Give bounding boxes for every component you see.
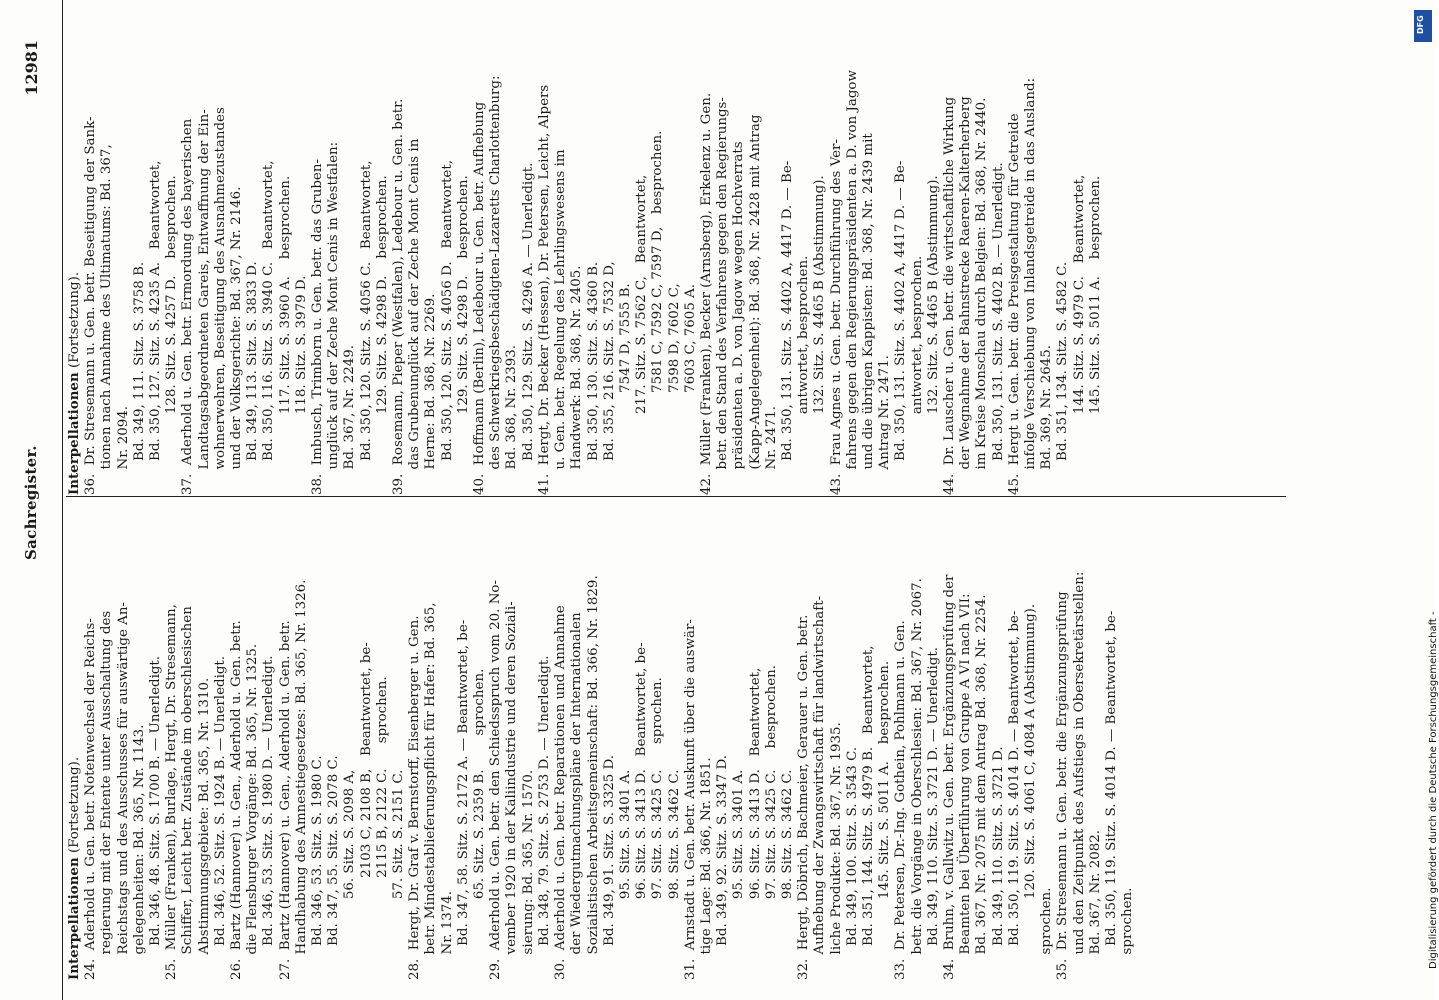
index-line: liche Produkte: Bd. 367, Nr. 1935. <box>828 722 844 980</box>
index-line: Bd. 350, 127. Sitz. S. 4235 A. Beantwortet, <box>148 160 164 495</box>
index-line: regierung mit der Entente unter Ausschaltung des <box>99 610 115 980</box>
running-head-title: Sachregister. <box>22 445 40 560</box>
index-line: Handhabung des Amnestiegesetzes: Bd. 365, Nr. 1326. <box>293 579 309 980</box>
index-line: Bd. 349, 92. Sitz. S. 3347 D. <box>715 754 731 980</box>
index-line: 144. Sitz. S. 4979 C. Beantwortet, <box>1071 174 1087 495</box>
index-line: 217. Sitz. S. 7562 C, Beantwortet, <box>634 174 650 495</box>
index-line: sierung: Bd. 365, Nr. 1570. <box>520 769 536 980</box>
left-column <box>66 480 1136 980</box>
index-line: Reichstags und des Ausschusses für auswärtige An- <box>115 602 131 980</box>
index-line: Bd. 350, 130. Sitz. S. 4360 B. <box>585 261 601 495</box>
index-line: 45. Hergt u. Gen. betr. die Preisgestaltung für Getreide <box>1006 113 1022 495</box>
index-line: 2103 C, 2108 B, Beantwortet, be- <box>358 642 374 980</box>
index-line: Landtagsabgeordneten Gareis, Entwaffnung der Ein- <box>196 109 212 495</box>
index-line: 145. Sitz. S. 5011 A. besprochen. <box>1087 175 1103 495</box>
index-line: Bd. 347, 58. Sitz. S. 2172 A. — Beantwortet, be- <box>455 619 471 980</box>
index-line: 35. Dr. Stresemann u. Gen. betr. die Ergänzungsprüfung <box>1055 591 1071 980</box>
index-line: 7547 D, 7555 B. <box>617 283 633 495</box>
index-line: 95. Sitz. S. 3401 A. <box>731 769 747 980</box>
index-line: 65. Sitz. S. 2359 B. sprochen. <box>472 668 488 980</box>
index-line: betr. den Stand des Verfahrens gegen den Regierungs- <box>715 97 731 495</box>
index-line: 118. Sitz. S. 3979 D. <box>293 275 309 495</box>
index-line: 36. Dr. Stresemann u. Gen. betr. Beseitigung der Sank- <box>83 116 99 495</box>
index-line: 33. Dr. Petersen, Dr.-Ing. Gothein, Pohlmann u. Gen. <box>893 620 909 980</box>
index-line: infolge Verschiebung von Inlandsgetreide in das Ausland: <box>1022 77 1038 495</box>
index-line: 117. Sitz. S. 3960 A. besprochen. <box>277 175 293 495</box>
credit-text: Digitalisierung gefördert durch die Deutsche Forschungsgemeinschaft - <box>1428 611 1439 969</box>
index-line: präsidenten a. D. von Jagow wegen Hochverrats <box>731 141 747 495</box>
index-line: der Wiedergutmachungspläne der Internationalen <box>569 612 585 980</box>
index-line: Bd. 355, 216. Sitz. S. 7532 D, <box>601 261 617 495</box>
index-line: sprochen. <box>1039 887 1055 980</box>
index-line: 7598 D, 7602 C, <box>666 283 682 495</box>
index-line: Bd. 350, 131. Sitz. S. 4402 A, 4417 D. — Be- <box>893 160 909 495</box>
index-line: 40. Hoffmann (Berlin), Ledebour u. Gen. betr. Aufhebung <box>472 101 488 495</box>
index-line: Aufhebung der Zwangswirtschaft für landwirtschaft- <box>812 595 828 980</box>
index-line: 2115 B, 2122 C. sprochen. <box>374 676 390 980</box>
index-line: Beamten bei Überführung von Gruppe A VI nach VII: <box>958 593 974 980</box>
index-line: 31. Arnstadt u. Gen. betr. Auskunft über die auswär- <box>682 619 698 980</box>
index-line: 37. Aderhold u. Gen. betr. Ermordung des bayerischen <box>180 118 196 495</box>
section-heading-suffix: (Fortsetzung). <box>67 271 82 373</box>
index-line: Bd. 349, 113. Sitz. S. 3833 D. <box>245 261 261 495</box>
index-line: 129. Sitz. S. 4298 D. besprochen. <box>374 175 390 495</box>
section-heading-line <box>66 0 83 495</box>
index-line: betr. Mindestablieferungspflicht für Hafer: Bd. 365, <box>423 602 439 980</box>
index-line: 44. Dr. Lauscher u. Gen. betr. die wirtschaftliche Wirkung <box>941 96 957 495</box>
index-line: 132. Sitz. S. 4465 B (Abstimmung). <box>925 175 941 495</box>
index-line: 96. Sitz. S. 3413 D. Beantwortet, <box>747 667 763 980</box>
index-line: (Kapp-Angelegenheit): Bd. 368, Nr. 2428 mit Antrag <box>747 114 763 495</box>
running-header <box>0 0 63 1000</box>
index-line: und der Volksgerichte: Bd. 367, Nr. 2146. <box>229 186 245 495</box>
index-line: vember 1920 in der Kaliindustrie und deren Soziali- <box>504 601 520 980</box>
index-line: der Wegnahme der Bahnstrecke Raeren-Kalterherberg <box>958 96 974 495</box>
index-line: 132. Sitz. S. 4465 B (Abstimmung). <box>812 175 828 495</box>
index-line: Bd. 350, 131. Sitz. S. 4402 A, 4417 D. — Be- <box>779 160 795 495</box>
index-line: Bd. 346, 52. Sitz. S. 1924 B. — Unerledigt. <box>212 655 228 980</box>
index-line: Herne: Bd. 368, Nr. 2269. <box>423 293 439 495</box>
index-line: wohnerwehren, Beseitigung des Ausnahmezustandes <box>212 107 228 495</box>
section-heading-suffix: (Fortsetzung). <box>67 756 82 858</box>
index-line: des Schwerkriegsbeschädigten-Lazaretts Charlottenburg: <box>488 75 504 495</box>
index-line: Sozialistischen Arbeitsgemeinschaft: Bd. 366, Nr. 1829. <box>585 575 601 980</box>
index-line: Bd. 367, Nr. 2082. <box>1087 829 1103 980</box>
index-line: Handwerk: Bd. 368, Nr. 2405. <box>569 265 585 495</box>
index-line: 129. Sitz. S. 4298 D. besprochen. <box>455 175 471 495</box>
index-line: und die übrigen Kappisten: Bd. 368, Nr. 2439 mit <box>860 133 876 495</box>
section-heading: Interpellationen <box>66 372 82 495</box>
index-line: Schiffer, Leicht betr. Zustände im oberschlesischen <box>180 606 196 980</box>
index-line: 96. Sitz. S. 3413 D. Beantwortet, be- <box>634 642 650 980</box>
index-line: Bd. 348, 79. Sitz. S. 2753 D. — Unerledigt. <box>536 655 552 980</box>
index-line: Bd. 350, 129. Sitz. S. 4296 A. — Unerledigt. <box>520 162 536 495</box>
index-line: 27. Bartz (Hannover) u. Gen., Aderhold u. Gen. betr. <box>277 620 293 980</box>
index-line: 34. Bruhn, v. Gallwitz u. Gen. betr. Ergänzungsprüfung der <box>941 574 957 980</box>
index-line: Bd. 368, Nr. 2393. <box>504 344 520 495</box>
index-line: Bd. 369, Nr. 2645. <box>1039 344 1055 495</box>
index-line: 30. Aderhold u. Gen. betr. Reparationen und Annahme <box>553 605 569 980</box>
index-line: Bd. 350, 119. Sitz. S. 4014 D. — Beantwortet, be- <box>1104 610 1119 980</box>
index-line: Bd. 349, 110. Sitz. S. 3721 D. — Unerledigt. <box>925 647 941 980</box>
index-line: gelegenheiten: Bd. 365, Nr. 1143. <box>131 724 147 980</box>
index-line: Bd. 350, 120. Sitz. S. 4056 D. Beantwortet, <box>439 160 455 495</box>
index-line: antwortet, besprochen. <box>796 255 812 495</box>
index-line: 7603 C, 7605 A. <box>682 283 698 495</box>
column-divider <box>66 496 1286 497</box>
index-line: fahrens gegen den Regierungspräsidenten a. D. von Jagow <box>844 70 860 495</box>
index-line: Bd. 351, 134. Sitz. S. 4582 C. <box>1055 261 1071 495</box>
index-line: antwortet, besprochen. <box>909 255 925 495</box>
index-line: 38. Imbusch, Trimborn u. Gen. betr. das Gruben- <box>310 159 326 495</box>
index-line: Nr. 2471. <box>763 405 779 495</box>
index-line: tige Lage: Bd. 366, Nr. 1851. <box>698 757 714 980</box>
index-line: Bd. 349, 110. Sitz. S. 3721 D. <box>990 746 1006 980</box>
index-line: Bd. 346, 53. Sitz. S. 1980 C. <box>310 755 326 980</box>
index-line: 25. Müller (Franken), Burlage, Hergt, Dr. Stresemann, <box>164 604 180 980</box>
index-line: 41. Hergt, Dr. Becker (Hessen), Dr. Petersen, Leicht, Alpers <box>536 84 552 495</box>
index-line: u. Gen. betr. Regelung des Lehrlingswesens im <box>553 149 569 495</box>
index-line: Nr. 2094. <box>115 405 131 495</box>
index-line: 145. Sitz. S. 5011 A. besprochen. <box>877 660 893 980</box>
index-line: Bd. 350, 116. Sitz. S. 3940 C. Beantwortet, <box>261 160 277 495</box>
index-line: Bd. 346, 53. Sitz. S. 1980 D. — Unerledigt. <box>261 655 277 980</box>
section-heading: Interpellationen <box>66 857 82 980</box>
index-line: 24. Aderhold u. Gen. betr. Notenwechsel der Reichs- <box>83 618 99 980</box>
index-line: Bd. 349, 91. Sitz. S. 3325 D. <box>601 754 617 980</box>
index-line: 32. Hergt, Döbrich, Bachmeier, Gerauer u. Gen. betr. <box>796 614 812 980</box>
index-line: die Flensburger Vorgänge: Bd. 365, Nr. 1325. <box>245 643 261 980</box>
index-line: Bd. 349, 100. Sitz. S. 3543 C. <box>844 746 860 980</box>
index-line: unglück auf der Zeche Mont Cenis in Westfalen: <box>326 141 342 495</box>
index-line: 7581 C, 7592 C, 7597 D, besprochen. <box>650 130 666 495</box>
index-line: Bd. 351, 144. Sitz. S. 4979 B. Beantwortet, <box>860 645 876 980</box>
index-line: 97. Sitz. S. 3425 C. besprochen. <box>763 664 779 980</box>
index-line: 128. Sitz. S. 4257 D. besprochen. <box>164 175 180 495</box>
index-line: tionen nach Annahme des Ultimatums: Bd. 367, <box>99 144 115 495</box>
index-line: Bd. 346, 48. Sitz. S. 1700 B. — Unerledigt. <box>148 655 164 980</box>
index-line: das Grubenunglück auf der Zeche Mont Cenis in <box>407 138 423 495</box>
dfg-logo-text: DFG <box>1416 15 1425 34</box>
index-line: Bd. 349, 111. Sitz. S. 3758 B. <box>131 261 147 495</box>
index-line: Bd. 347, 55. Sitz. S. 2078 C. <box>326 755 342 980</box>
index-line: Bd. 350, 120. Sitz. S. 4056 C. Beantwortet, <box>358 160 374 495</box>
index-line: 120. Sitz. S. 4061 C, 4084 A (Abstimmung). <box>1022 603 1038 980</box>
index-line: Bd. 367, Nr. 2075 mit dem Antrag Bd. 368, Nr. 2254. <box>974 594 990 980</box>
index-line: Abstimmungsgebiete: Bd. 365, Nr. 1310. <box>196 677 212 980</box>
index-line: betr. die Vorgänge in Oberschlesien: Bd. 367, Nr. 2067. <box>909 578 925 980</box>
section-heading-line <box>66 480 83 980</box>
index-line: 29. Aderhold u. Gen. betr. den Schiedsspruch vom 20. No- <box>488 580 504 980</box>
index-line: 28. Hergt, Dr. Graf v. Bernstorff, Eisenberger u. Gen. <box>407 615 423 980</box>
index-line: 98. Sitz. S. 3462 C. <box>779 769 795 980</box>
index-line: und den Zeitpunkt des Aufstiegs in Obersekretärstellen: <box>1071 571 1087 980</box>
index-line: sprochen. <box>1120 887 1136 980</box>
page-number: 12981 <box>22 40 41 96</box>
index-line: 39. Rosemann, Pieper (Westfalen), Ledebour u. Gen. betr. <box>391 98 407 495</box>
index-line: 43. Frau Agnes u. Gen. betr. Durchführung des Ver- <box>828 139 844 495</box>
index-line: 56. Sitz. S. 2098 A, <box>342 769 358 980</box>
index-line: Bd. 350, 131. Sitz. S. 4402 B. — Unerledigt. <box>990 162 1006 495</box>
index-line: 57. Sitz. S. 2151 C. <box>391 769 407 980</box>
index-line: 42. Müller (Franken), Becker (Arnsberg), Erkelenz u. Gen. <box>698 92 714 495</box>
index-line: 26. Bartz (Hannover) u. Gen., Aderhold u. Gen. betr. <box>229 620 245 980</box>
right-column <box>66 0 1104 495</box>
index-line: 98. Sitz. S. 3462 C. <box>666 769 682 980</box>
digitization-credit <box>1411 14 1439 989</box>
index-line: 97. Sitz. S. 3425 C. sprochen. <box>650 677 666 980</box>
index-line: im Kreise Monschau durch Belgien: Bd. 368, Nr. 2440. <box>974 97 990 495</box>
index-line: Antrag Nr. 2471. <box>877 355 893 495</box>
index-line: Bd. 367, Nr. 2249. <box>342 344 358 495</box>
index-line: Bd. 350, 119. Sitz. S. 4014 D. — Beantwortet, be- <box>1006 610 1022 980</box>
index-line: 95. Sitz. S. 3401 A. <box>617 769 633 980</box>
index-line: Nr. 1374. <box>439 890 455 980</box>
